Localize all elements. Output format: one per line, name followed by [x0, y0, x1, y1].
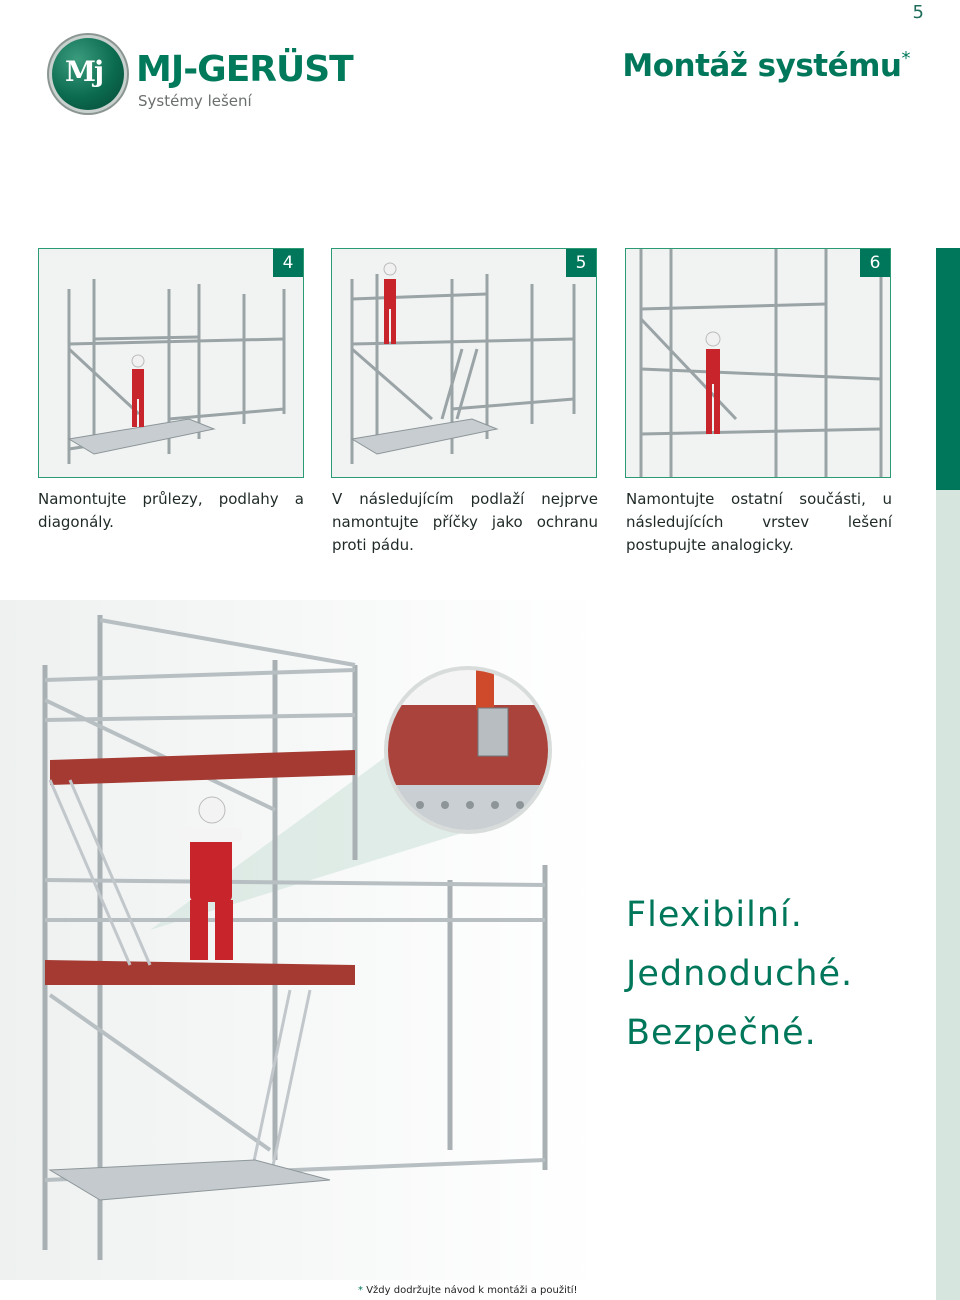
logo-emblem	[52, 38, 124, 110]
logo-subtitle: Systémy lešení	[138, 92, 252, 110]
slogan-line-3: Bezpečné.	[626, 1013, 817, 1053]
step-6-number: 6	[860, 249, 890, 277]
page-title	[620, 48, 910, 84]
scaffold-illustration	[0, 600, 600, 1280]
step-6-panel	[625, 248, 891, 478]
company-logo	[52, 38, 392, 118]
step-5-text: V následujícím podlaží nejprve namontujte příčky jako ochranu proti pádu.	[332, 490, 598, 554]
step-4-text: Namontujte průlezy, podlahy a diagonály.	[38, 490, 304, 531]
footnote-text: Vždy dodržujte návod k montáži a použití!	[366, 1285, 578, 1296]
slogan-line-2: Jednoduché.	[626, 954, 854, 994]
side-accent-bar	[936, 248, 960, 490]
footnote-asterisk: *	[358, 1285, 363, 1296]
step-6-illustration	[626, 249, 890, 477]
page-title-text: Montáž systému	[622, 48, 902, 84]
step-5-illustration	[332, 249, 596, 477]
logo-mark: Mj	[65, 55, 103, 88]
step-5-number: 5	[566, 249, 596, 277]
page-number: 5	[912, 2, 924, 23]
step-6-text: Namontujte ostatní součásti, u následujících vrstev lešení postupujte analogicky.	[626, 490, 892, 554]
step-5-panel	[331, 248, 597, 478]
step-4-illustration	[39, 249, 303, 477]
logo-name: MJ-GERÜST	[136, 49, 353, 90]
title-asterisk: *	[901, 48, 910, 69]
side-accent-bar-light	[936, 490, 960, 1300]
slogan-line-1: Flexibilní.	[626, 895, 803, 935]
step-4-panel	[38, 248, 304, 478]
step-4-number: 4	[273, 249, 303, 277]
footnote	[358, 1285, 578, 1296]
